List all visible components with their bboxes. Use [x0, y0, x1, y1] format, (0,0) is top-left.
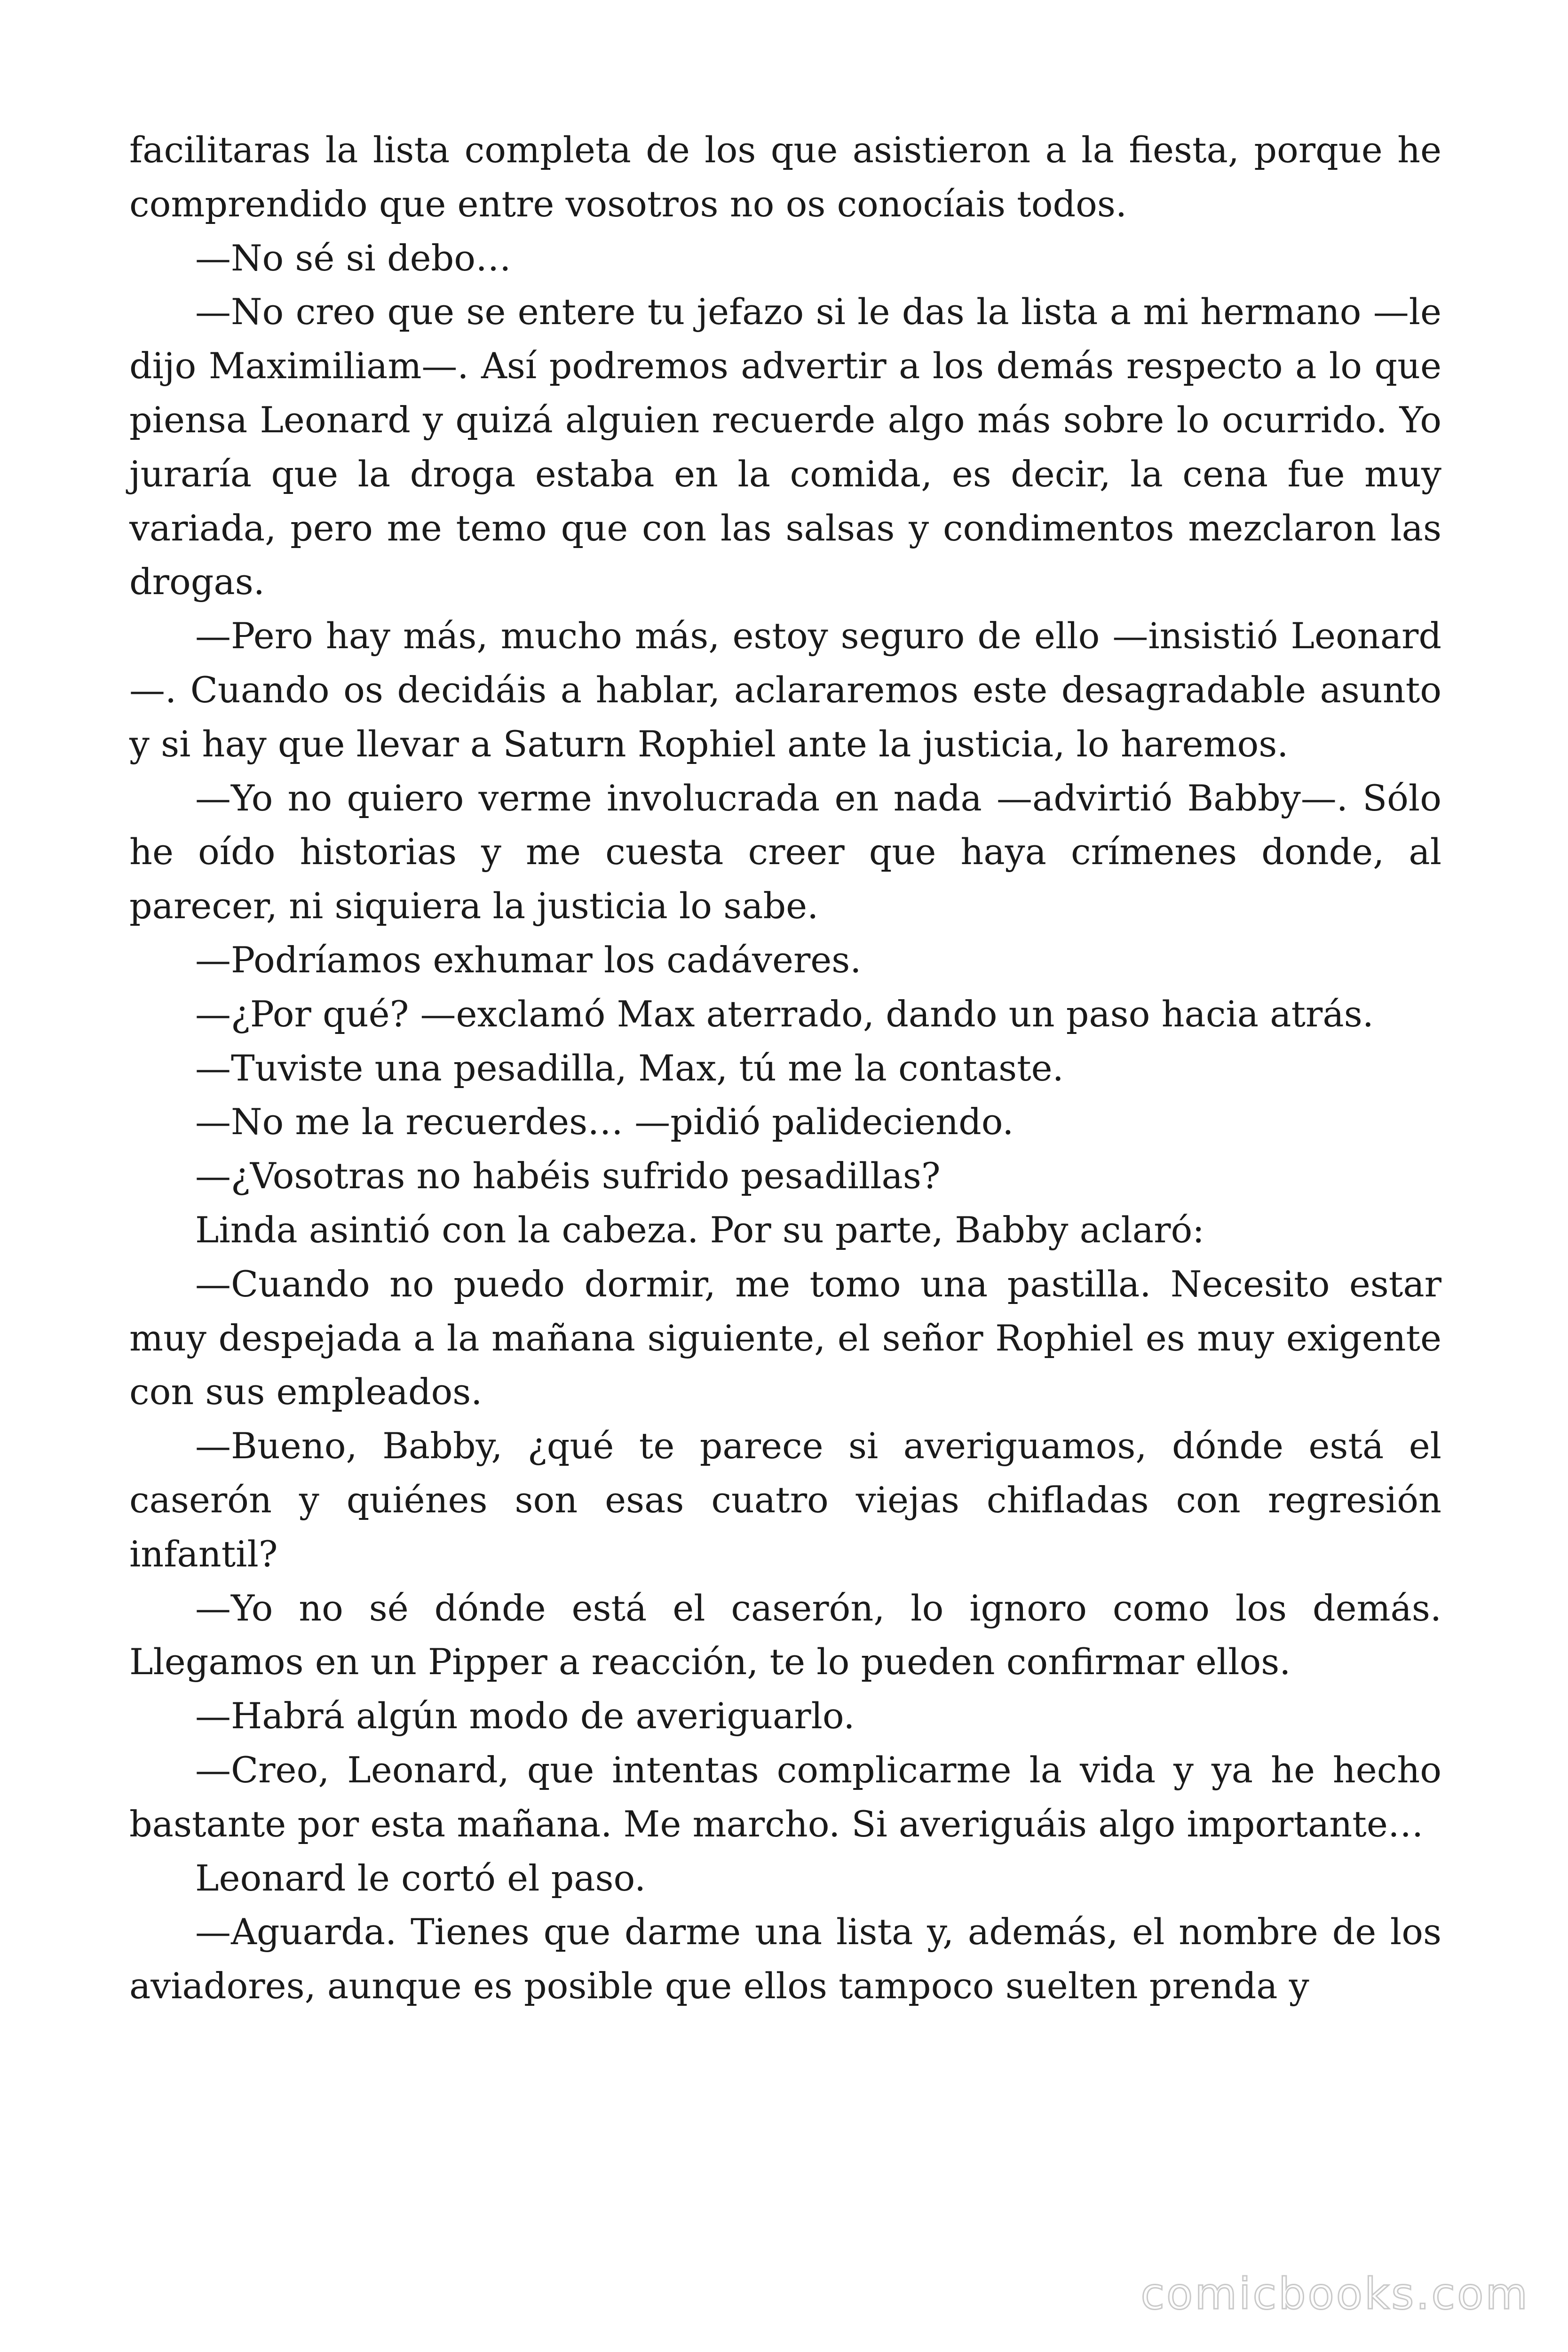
paragraph: —Aguarda. Tienes que darme una lista y, además, el nombre de los aviadores, aunque es posible que ellos tampoco suelten prenda y — [129, 1911, 1441, 2007]
paragraph: facilitaras la lista completa de los que asistieron a la fiesta, porque he comprendido que entre vosotros no os conocíais todos. — [129, 129, 1441, 225]
paragraph: —Tuviste una pesadilla, Max, tú me la contaste. — [195, 1047, 1064, 1089]
paragraph: —Yo no quiero verme involucrada en nada —advirtió Babby—. Sólo he oído historias y me cuesta creer que haya crímenes donde, al parecer, ni siquiera la justicia lo sabe. — [129, 777, 1441, 927]
paragraph: —Yo no sé dónde está el caserón, lo ignoro como los demás. Llegamos en un Pipper a reacción, te lo pueden confirmar ellos. — [129, 1587, 1441, 1683]
paragraph: —Bueno, Babby, ¿qué te parece si averiguamos, dónde está el caserón y quiénes son esas cuatro viejas chifladas con regresión infantil? — [129, 1425, 1441, 1575]
paragraph: —Pero hay más, mucho más, estoy seguro de ello —insistió Leonard—. Cuando os decidáis a hablar, aclararemos este desagradable asunto y si hay que llevar a Saturn Rophiel ante la justicia, lo haremos. — [129, 615, 1441, 765]
paragraph: —¿Por qué? —exclamó Max aterrado, dando un paso hacia atrás. — [195, 993, 1374, 1035]
paragraph: —No sé si debo… — [195, 237, 512, 279]
paragraph: —Podríamos exhumar los cadáveres. — [195, 938, 862, 981]
paragraph: —No me la recuerdes… —pidió palideciendo. — [195, 1101, 1014, 1143]
paragraph: Leonard le cortó el paso. — [195, 1857, 646, 1899]
paragraph: —No creo que se entere tu jefazo si le das la lista a mi hermano —le dijo Maximiliam—. Así podremos advertir a los demás respecto a lo que piensa Leonard y quizá alguien recuerde algo más sobre lo ocurrido. Yo juraría que la droga estaba en la comida, es decir, la cena fue muy variada, pero me temo que con las salsas y condimentos mezclaron las drogas. — [129, 291, 1441, 603]
paragraph: Linda asintió con la cabeza. Por su parte, Babby aclaró: — [195, 1208, 1204, 1251]
paragraph: —Habrá algún modo de averiguarlo. — [195, 1695, 855, 1737]
paragraph: —Cuando no puedo dormir, me tomo una pastilla. Necesito estar muy despejada a la mañana siguiente, el señor Rophiel es muy exigente con sus empleados. — [129, 1263, 1441, 1413]
paragraph: —¿Vosotras no habéis sufrido pesadillas? — [195, 1155, 941, 1197]
paragraph: —Creo, Leonard, que intentas complicarme la vida y ya he hecho bastante por esta mañana. Me marcho. Si averiguáis algo importante… — [129, 1748, 1441, 1845]
watermark-logo: comicbooks.com — [1140, 2269, 1529, 2319]
page-text-body — [129, 123, 1441, 2013]
